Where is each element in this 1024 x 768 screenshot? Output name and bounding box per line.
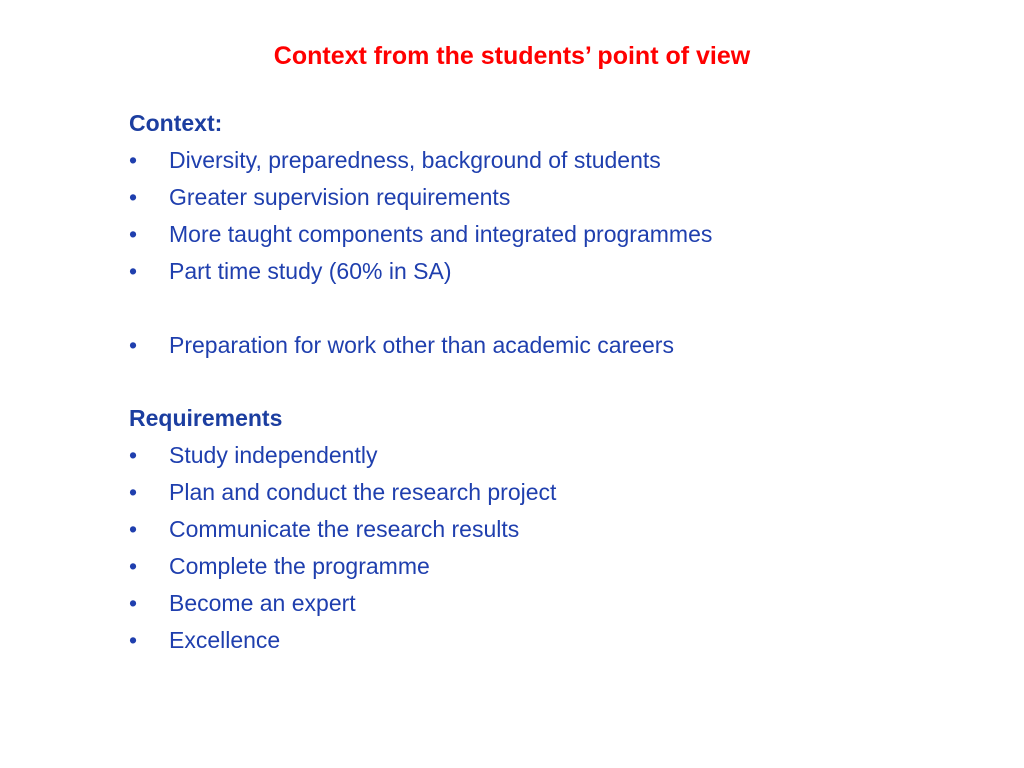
list-item <box>129 179 712 216</box>
list-item-text: Excellence <box>169 627 281 653</box>
context-section <box>129 105 712 290</box>
requirements-section <box>129 400 556 659</box>
bullet-icon: • <box>129 479 138 505</box>
list-item-text: Communicate the research results <box>169 516 520 542</box>
list-item <box>129 327 674 364</box>
list-item-text: Greater supervision requirements <box>169 184 511 210</box>
bullet-icon: • <box>129 516 138 542</box>
list-item-text: Study independently <box>169 442 378 468</box>
slide-title: Context from the students’ point of view <box>273 42 751 70</box>
bullet-icon: • <box>129 332 138 358</box>
list-item <box>129 437 556 474</box>
list-item-text: Diversity, preparedness, background of students <box>169 147 661 173</box>
list-item <box>129 142 712 179</box>
list-item <box>129 253 712 290</box>
list-item-text: Complete the programme <box>169 553 430 579</box>
list-item-text: More taught components and integrated programmes <box>169 221 713 247</box>
list-item-text: Part time study (60% in SA) <box>169 258 452 284</box>
list-item-text: Preparation for work other than academic careers <box>169 332 674 358</box>
list-item-text: Plan and conduct the research project <box>169 479 557 505</box>
bullet-icon: • <box>129 184 138 210</box>
requirements-heading: Requirements <box>129 405 283 431</box>
list-item <box>129 548 556 585</box>
list-item <box>129 474 556 511</box>
list-item <box>129 216 712 253</box>
context-heading: Context: <box>129 110 223 136</box>
bullet-icon: • <box>129 258 138 284</box>
list-item <box>129 585 556 622</box>
bullet-icon: • <box>129 590 138 616</box>
bullet-icon: • <box>129 553 138 579</box>
bullet-icon: • <box>129 627 138 653</box>
list-item <box>129 511 556 548</box>
context-extra-section <box>129 327 674 364</box>
list-item-text: Become an expert <box>169 590 356 616</box>
bullet-icon: • <box>129 147 138 173</box>
bullet-icon: • <box>129 442 138 468</box>
list-item <box>129 622 556 659</box>
bullet-icon: • <box>129 221 138 247</box>
